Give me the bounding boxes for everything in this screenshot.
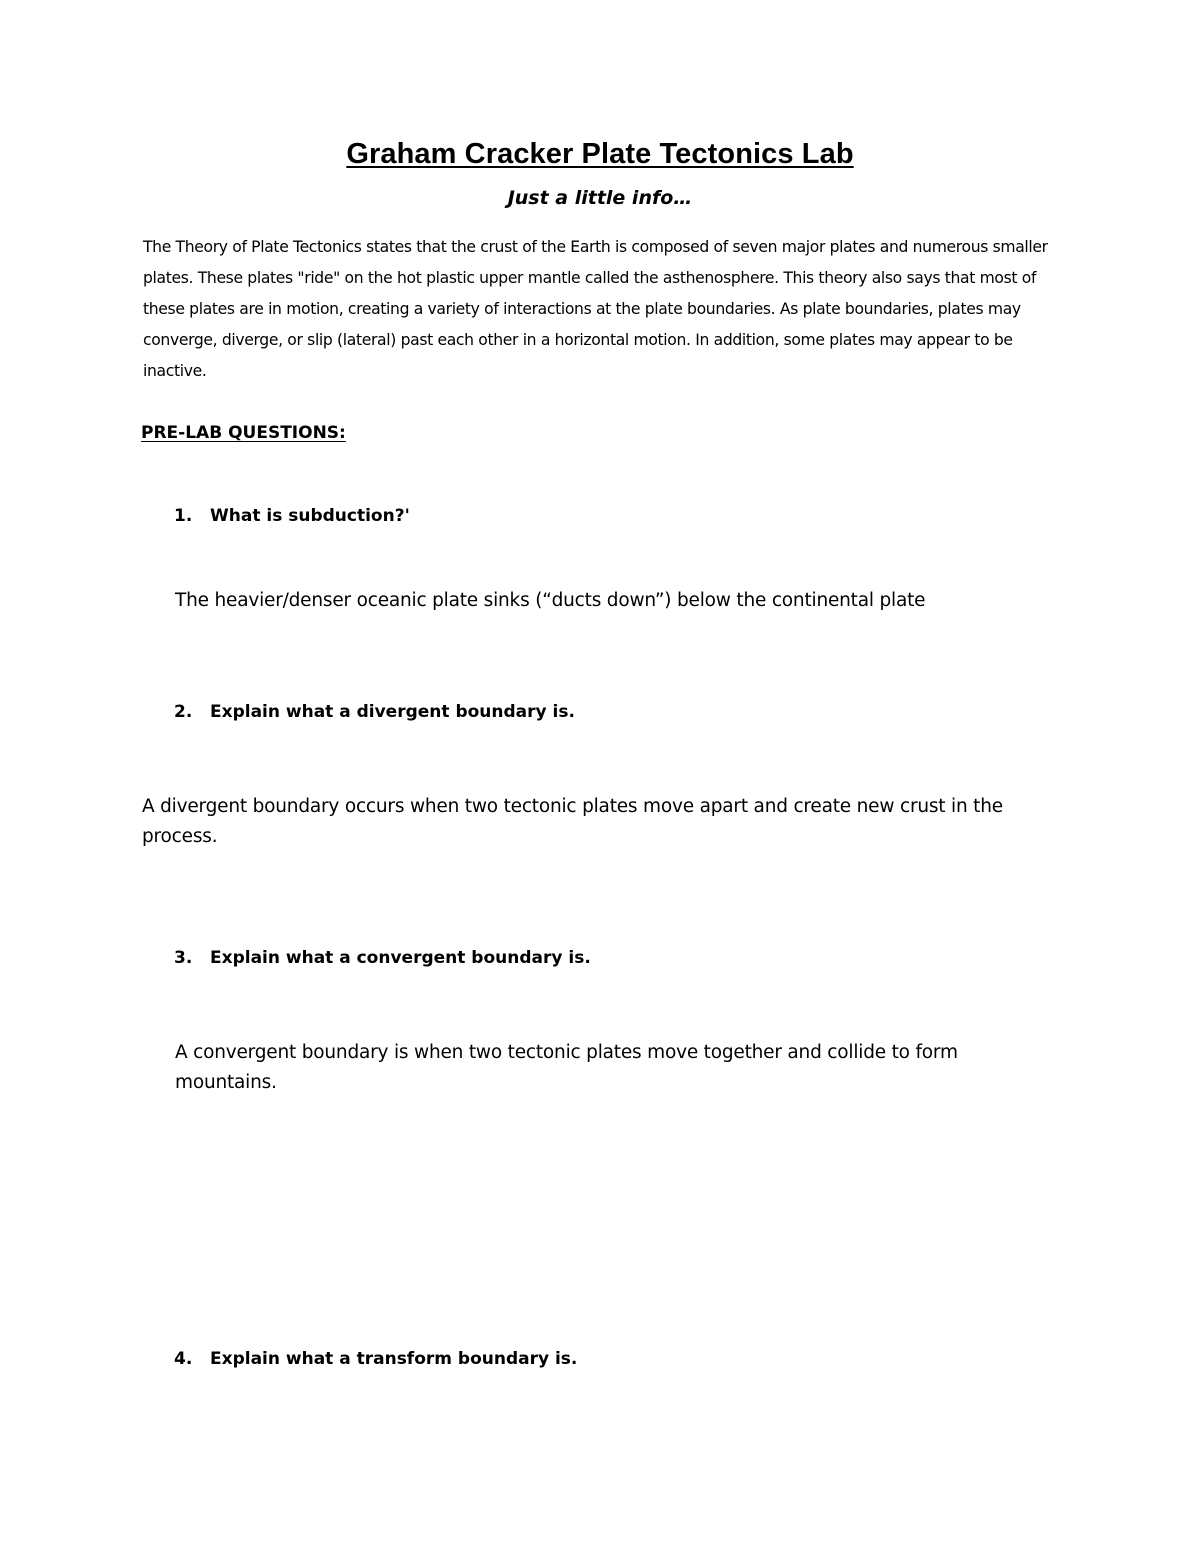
page-title: Graham Cracker Plate Tectonics Lab: [346, 138, 854, 170]
question-1: [174, 506, 410, 526]
page-subtitle: Just a little info…: [507, 187, 693, 209]
question-number: 4.: [174, 1349, 193, 1369]
question-text: What is subduction?': [210, 506, 410, 526]
question-3: [174, 948, 591, 968]
section-heading: PRE-LAB QUESTIONS:: [141, 423, 346, 443]
question-2: [174, 702, 575, 722]
question-number: 3.: [174, 948, 193, 968]
question-text: Explain what a transform boundary is.: [210, 1349, 578, 1369]
question-number: 2.: [174, 702, 193, 722]
intro-paragraph: The Theory of Plate Tectonics states that the crust of the Earth is composed of seven major plates and numerous smaller plates. These plates "ride" on the hot plastic upper mantle called the asthenosphere. This theory also says that most of these plates are in motion, creating a variety of interactions at the plate boundaries. As plate boundaries, plates may converge, diverge, or slip (lateral) past each other in a horizontal motion. In addition, some plates may appear to be inactive.: [143, 238, 1048, 380]
answer-1: The heavier/denser oceanic plate sinks (“ducts down”) below the continental plate: [175, 590, 926, 611]
question-text: Explain what a divergent boundary is.: [210, 702, 575, 722]
question-4: [174, 1349, 577, 1369]
answer-3: A convergent boundary is when two tectonic plates move together and collide to form mountains.: [175, 1042, 958, 1093]
answer-2: A divergent boundary occurs when two tectonic plates move apart and create new crust in the process.: [142, 796, 1003, 847]
question-text: Explain what a convergent boundary is.: [210, 948, 591, 968]
question-number: 1.: [174, 506, 193, 526]
